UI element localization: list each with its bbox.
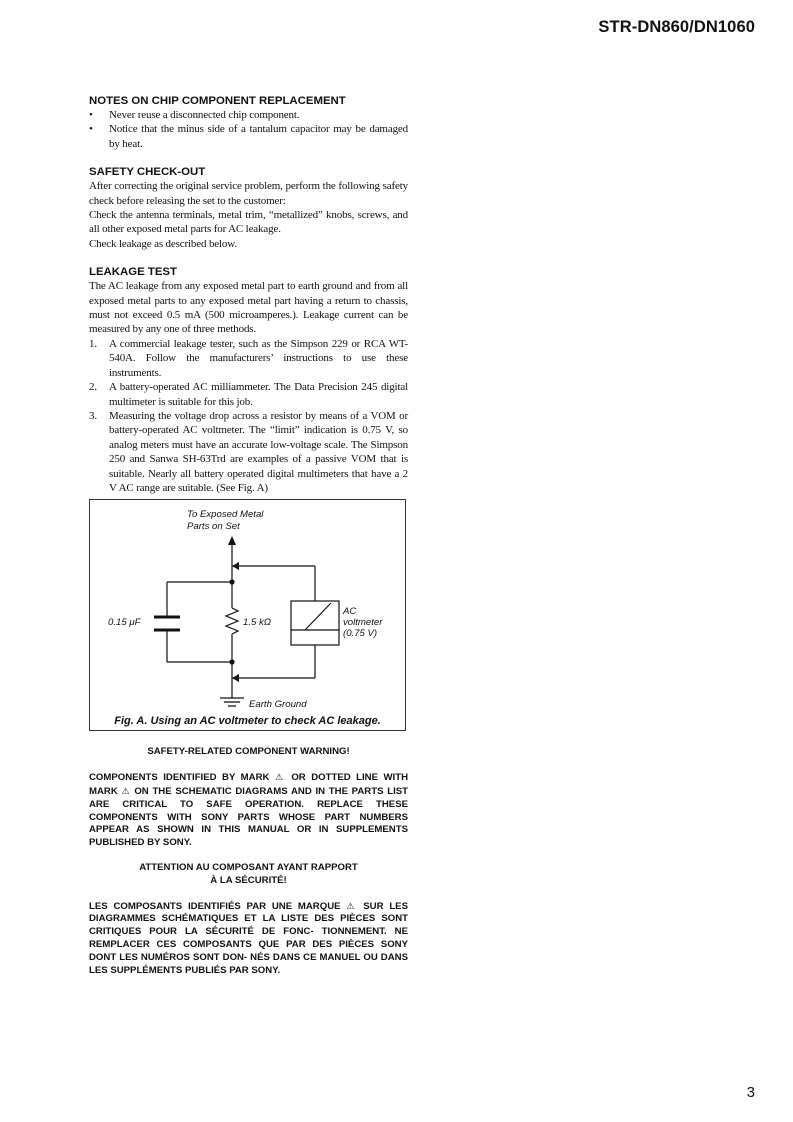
- voltmeter-label-1: AC: [343, 606, 357, 618]
- safety-checkout-p3: Check leakage as described below.: [89, 237, 237, 250]
- leakage-test-title: LEAKAGE TEST: [89, 266, 177, 279]
- voltmeter-label-2: voltmeter: [343, 617, 383, 629]
- warning-fr-title-1: ATTENTION AU COMPOSANT AYANT RAPPORT: [139, 861, 358, 873]
- list-item: 2. A battery-operated AC milliammeter. The Data Precision 245 digital multimeter is suitable for this job.: [89, 381, 408, 408]
- list-item: 3. Measuring the voltage drop across a resistor by means of a VOM or battery-operated AC voltmeter. The “limit” indication is 0.75 V, so analog meters must have an accurate low-voltage scale. The Simpson 250 and Sanwa SH-63Trd are examples of a passive VOM that is suitable. Nearly all battery operated digital multimeters that have a 2 V AC range are suitable. (See Fig. A): [89, 409, 408, 494]
- figure-a: [89, 499, 406, 731]
- voltmeter-label-3: (0.75 V): [343, 628, 378, 640]
- safety-checkout-p2: Check the antenna terminals, metal trim, “metallized” knobs, screws, and all other exposed metal parts for AC leakage.: [89, 209, 408, 236]
- earth-ground-label: Earth Ground: [249, 699, 307, 711]
- safety-checkout-p1: After correcting the original service problem, perform the following safety check before releasing the set to the customer:: [89, 180, 408, 207]
- circuit-diagram: [90, 500, 407, 732]
- list-item: • Notice that the minus side of a tantalum capacitor may be damaged by heat.: [89, 123, 408, 150]
- content-column: [89, 94, 408, 977]
- page-number: 3: [746, 1084, 755, 1101]
- list-item: • Never reuse a disconnected chip component.: [89, 109, 300, 121]
- warning-en-body: COMPONENTS IDENTIFIED BY MARK ⚠ OR DOTTED LINE WITH MARK ⚠ ON THE SCHEMATIC DIAGRAMS AND IN THE PARTS LIST ARE CRITICAL TO SAFE OPERATION. REPLACE THESE COMPONENTS WITH SONY PARTS WHOSE PART NUMBERS APPEAR AS SHOWN IN THIS MANUAL OR IN SUPPLEMENTS PUBLISHED BY SONY.: [89, 772, 408, 849]
- leakage-methods-list: [89, 337, 408, 495]
- leakage-test-intro: The AC leakage from any exposed metal part to earth ground and from all exposed metal parts to any exposed metal part having a return to chassis, must not exceed 0.5 mA (500 microamperes.). Leakage current can be measured by any one of three methods.: [89, 280, 408, 336]
- warning-triangle-icon: ⚠: [121, 785, 131, 796]
- list-item: 1. A commercial leakage tester, such as the Simpson 229 or RCA WT-540A. Follow the manufacturers’ instructions to use these instruments.: [89, 337, 408, 379]
- exposed-metal-label-1: To Exposed Metal: [187, 509, 264, 521]
- model-header: STR-DN860/DN1060: [598, 18, 755, 36]
- chip-notes-title: NOTES ON CHIP COMPONENT REPLACEMENT: [89, 95, 346, 107]
- chip-notes-list: [89, 108, 408, 151]
- resistor-label: 1.5 kΩ: [243, 617, 272, 629]
- safety-checkout-title: SAFETY CHECK-OUT: [89, 166, 206, 179]
- warning-triangle-icon: ⚠: [274, 772, 286, 783]
- warning-fr-body: LES COMPOSANTS IDENTIFIÉS PAR UNE MARQUE ⚠ SUR LES DIAGRAMMES SCHÉMATIQUES ET LA LISTE DES PIÈCES SONT CRITIQUES POUR LA SÉCURITÉ DE FONC- TIONNEMENT. NE REMPLACER CES COMPOSANTS QUE PAR DES PIÈCES SONY DONT LES NUMÉROS SONT DON- NÉS DANS CE MANUEL OU DANS LES SUPPLÉMENTS PUBLIÉS PAR SONY.: [89, 900, 408, 976]
- exposed-metal-label-2: Parts on Set: [187, 521, 240, 533]
- warning-fr-title-2: À LA SÉCURITÉ!: [210, 874, 287, 886]
- figure-caption: Fig. A. Using an AC voltmeter to check AC leakage.: [114, 715, 381, 728]
- warning-triangle-icon: ⚠: [346, 900, 358, 911]
- capacitor-label: 0.15 μF: [108, 617, 141, 629]
- warning-en-title: SAFETY-RELATED COMPONENT WARNING!: [147, 746, 350, 758]
